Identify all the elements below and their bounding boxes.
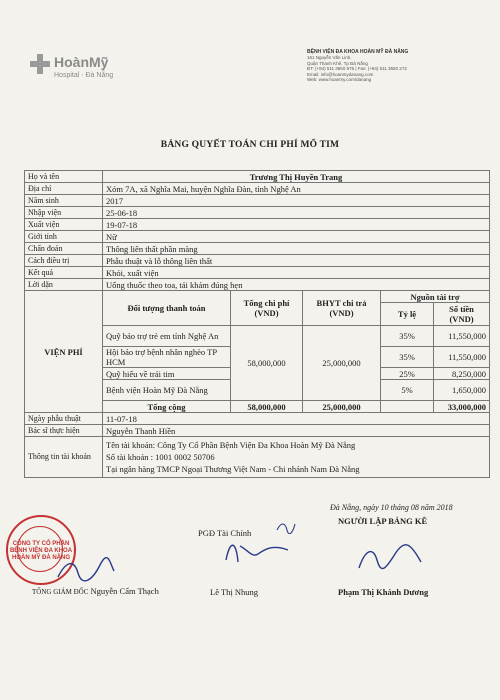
preparer-signature bbox=[355, 540, 425, 574]
payer-name: Bệnh viện Hoàn Mỹ Đà Nẵng bbox=[103, 380, 231, 401]
preparer-title: NGƯỜI LẬP BẢNG KÊ bbox=[338, 516, 428, 526]
discharge-date: 19-07-18 bbox=[103, 219, 490, 231]
table-row bbox=[25, 425, 490, 437]
payer-amount: 8,250,000 bbox=[434, 368, 490, 380]
payer-amount: 11,550,000 bbox=[434, 347, 490, 368]
account-bank: Tại ngân hàng TMCP Ngoại Thương Việt Nam - Chi nhánh Nam Đà Nẵng bbox=[106, 464, 360, 474]
table-row bbox=[25, 243, 490, 255]
fee-header-row bbox=[25, 291, 490, 303]
hospital-web: Web: www.hoanmy.com/danang bbox=[307, 77, 372, 83]
preparer-name: Phạm Thị Khánh Dương bbox=[338, 587, 429, 597]
hospital-address-2: Quận Thanh Khê, Tp Đà Nẵng bbox=[307, 60, 368, 66]
discharge-label: Xuất viện bbox=[25, 219, 103, 231]
admit-label: Nhập viện bbox=[25, 207, 103, 219]
finance-signature bbox=[222, 536, 292, 568]
hospital-header bbox=[307, 50, 487, 82]
source-column-header: Nguồn tài trợ bbox=[381, 291, 490, 303]
finance-name: Lê Thị Nhung bbox=[210, 587, 259, 597]
stamp-text: CÔNG TY CỔ PHẦN BỆNH VIỆN ĐA KHOA HOÀN MỸ ĐÀ NẴNG bbox=[9, 541, 73, 561]
total-cost: 58,000,000 bbox=[231, 326, 303, 401]
table-row bbox=[25, 255, 490, 267]
total-column-header: Tổng chi phí (VND) bbox=[231, 291, 303, 326]
surgery-date: 11-07-18 bbox=[103, 413, 490, 425]
director-name: Nguyễn Cẩm Thạch bbox=[90, 586, 159, 596]
diagnosis: Thông liên thất phần màng bbox=[103, 243, 490, 255]
hospital-email: Email: info@hoanmydanang.com bbox=[307, 71, 374, 77]
payer-rate: 35% bbox=[381, 347, 434, 368]
name-label: Họ và tên bbox=[25, 171, 103, 183]
rate-column-header: Tỷ lệ bbox=[381, 303, 434, 326]
fee-section-label: VIỆN PHÍ bbox=[25, 291, 103, 413]
document-title: BẢNG QUYẾT TOÁN CHI PHÍ MỔ TIM bbox=[160, 140, 340, 150]
account-label: Thông tin tài khoản bbox=[25, 437, 103, 478]
doctor-label: Bác sĩ thực hiện bbox=[25, 425, 103, 437]
sum-rate-empty bbox=[381, 401, 434, 413]
hospital-phone: ĐT: (+84) 511 3650 676 | Fax: (+84) 511 3650 272 bbox=[307, 66, 407, 72]
payer-name: Hội bảo trợ bệnh nhân nghèo TP HCM bbox=[103, 347, 231, 368]
table-row bbox=[25, 219, 490, 231]
advice: Uống thuốc theo toa, tái khám đúng hẹn bbox=[103, 279, 490, 291]
medical-cross-icon bbox=[30, 54, 50, 74]
logo-subtitle: Hospital · Đà Nẵng bbox=[54, 72, 114, 79]
payer-rate: 25% bbox=[381, 368, 434, 380]
bhyt-payment: 25,000,000 bbox=[303, 326, 381, 401]
table-row bbox=[25, 183, 490, 195]
director-name-row bbox=[32, 586, 159, 596]
table-row bbox=[25, 413, 490, 425]
doctor-name: Nguyễn Thanh Hiền bbox=[103, 425, 490, 437]
finance-title: PGĐ Tài Chính bbox=[198, 528, 252, 538]
hospital-name: BỆNH VIỆN ĐA KHOA HOÀN MỸ ĐÀ NẴNG bbox=[307, 49, 409, 55]
table-row bbox=[25, 267, 490, 279]
director-title: TỔNG GIÁM ĐỐC bbox=[32, 588, 89, 596]
bhyt-column-header: BHYT chi trả (VND) bbox=[303, 291, 381, 326]
table-row bbox=[25, 207, 490, 219]
result-label: Kết quả bbox=[25, 267, 103, 279]
sum-amount: 33,000,000 bbox=[434, 401, 490, 413]
payer-name: Quỹ bảo trợ trẻ em tỉnh Nghệ An bbox=[103, 326, 231, 347]
payer-amount: 1,650,000 bbox=[434, 380, 490, 401]
account-info bbox=[103, 437, 490, 478]
patient-birth-year: 2017 bbox=[103, 195, 490, 207]
director-signature bbox=[56, 555, 116, 585]
diagnosis-label: Chẩn đoán bbox=[25, 243, 103, 255]
place-date: Đà Nẵng, ngày 10 tháng 08 năm 2018 bbox=[330, 503, 453, 512]
table-row bbox=[25, 195, 490, 207]
amount-column-header: Số tiền (VND) bbox=[434, 303, 490, 326]
table-row bbox=[25, 231, 490, 243]
sum-bhyt: 25,000,000 bbox=[303, 401, 381, 413]
address-label: Địa chỉ bbox=[25, 183, 103, 195]
hospital-address-1: 161 Nguyễn Văn Linh, bbox=[307, 55, 352, 61]
finance-initial-signature bbox=[275, 520, 297, 534]
surgery-date-label: Ngày phẫu thuật bbox=[25, 413, 103, 425]
sex-label: Giới tính bbox=[25, 231, 103, 243]
patient-sex: Nữ bbox=[103, 231, 490, 243]
result: Khỏi, xuất viện bbox=[103, 267, 490, 279]
payer-amount: 11,550,000 bbox=[434, 326, 490, 347]
admit-date: 25-06-18 bbox=[103, 207, 490, 219]
payer-column-header: Đối tượng thanh toán bbox=[103, 291, 231, 326]
table-row bbox=[25, 171, 490, 183]
logo-brand: HoànMỹ bbox=[54, 54, 109, 70]
settlement-table bbox=[24, 170, 490, 478]
treatment-label: Cách điều trị bbox=[25, 255, 103, 267]
payer-name: Quỹ hiếu về trái tim bbox=[103, 368, 231, 380]
patient-name: Trương Thị Huyền Trang bbox=[103, 171, 490, 183]
payer-rate: 35% bbox=[381, 326, 434, 347]
advice-label: Lời dặn bbox=[25, 279, 103, 291]
patient-address: Xóm 7A, xã Nghĩa Mai, huyện Nghĩa Đàn, tỉnh Nghệ An bbox=[103, 183, 490, 195]
table-row bbox=[25, 437, 490, 478]
sum-total-cost: 58,000,000 bbox=[231, 401, 303, 413]
sum-label: Tổng cộng bbox=[103, 401, 231, 413]
birth-label: Năm sinh bbox=[25, 195, 103, 207]
account-name: Tên tài khoản: Công Ty Cổ Phần Bệnh Viện Đa Khoa Hoàn Mỹ Đà Nẵng bbox=[106, 440, 356, 450]
treatment: Phẫu thuật và lỗ thông liên thất bbox=[103, 255, 490, 267]
payer-rate: 5% bbox=[381, 380, 434, 401]
account-number: Số tài khoản : 1001 0002 50706 bbox=[106, 452, 215, 462]
table-row bbox=[25, 279, 490, 291]
hospital-logo bbox=[30, 48, 120, 98]
